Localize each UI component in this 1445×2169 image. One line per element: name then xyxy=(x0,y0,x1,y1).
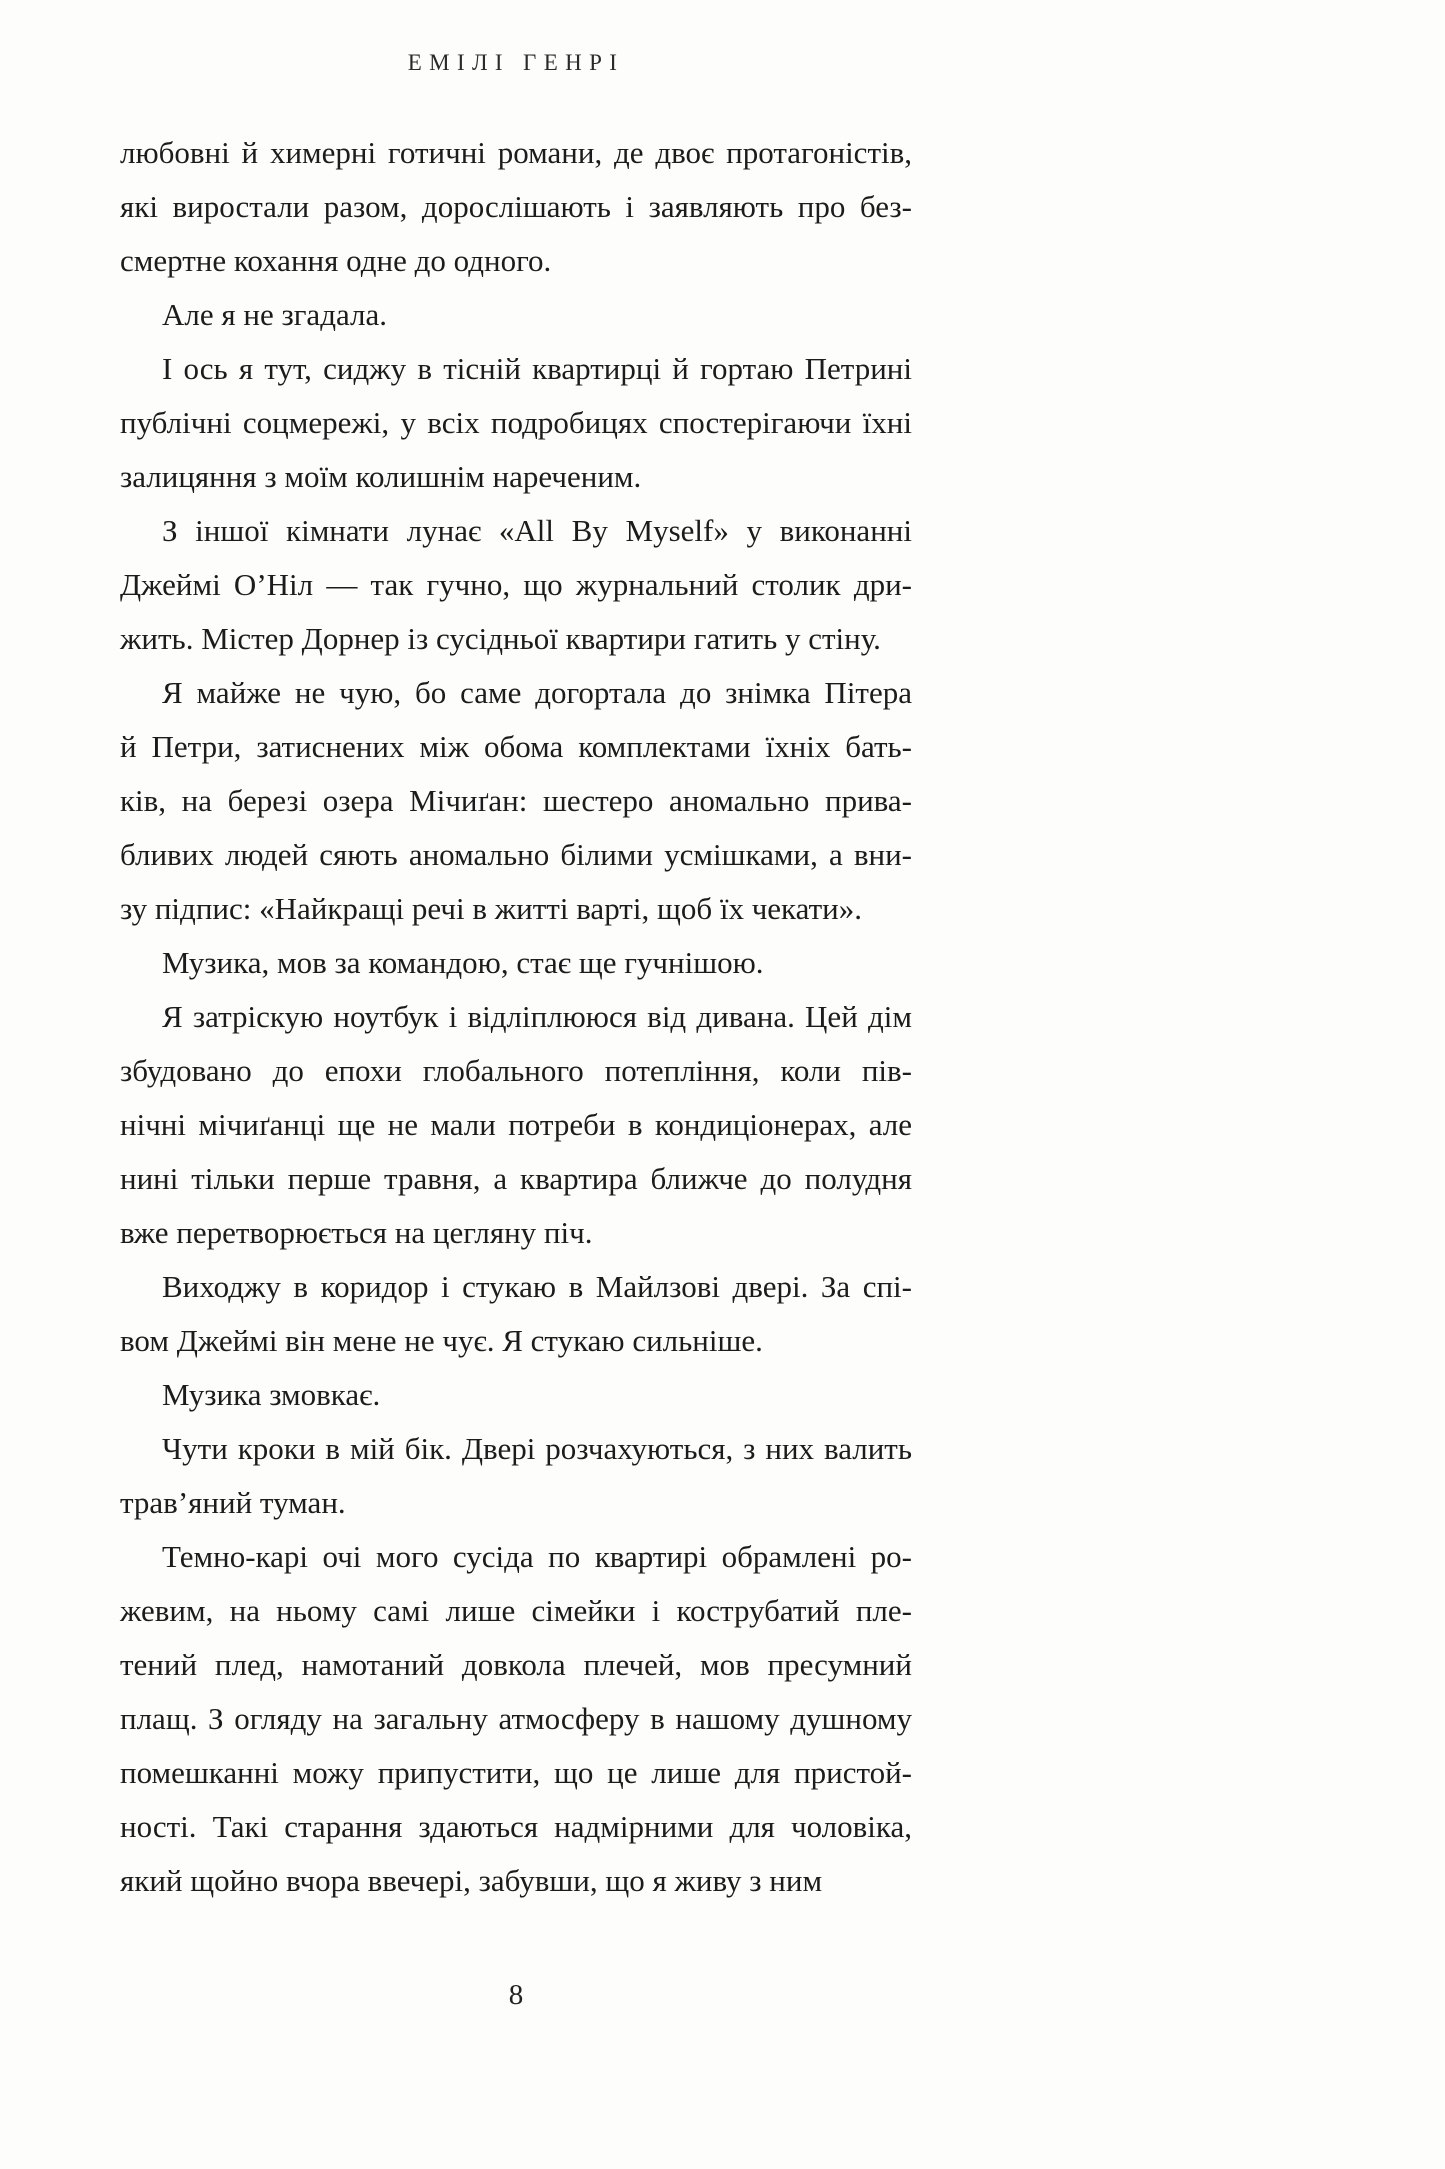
text-line: З іншої кімнати лунає «All By Myself» у виконанні xyxy=(162,513,912,548)
text-line: публічні соцмережі, у всіх подробицях спостерігаючи їхні xyxy=(120,405,912,440)
text-line: тений плед, намотаний довкола плечей, мов пресумний xyxy=(120,1647,912,1682)
paragraph xyxy=(120,342,912,504)
text-line: Але я не згадала. xyxy=(162,297,387,332)
text-line: зу підпис: «Найкращі речі в житті варті, щоб їх чекати». xyxy=(120,891,862,926)
text-line: який щойно вчора ввечері, забувши, що я живу з ним xyxy=(120,1863,823,1898)
text-line: Я затріскую ноутбук і відліплююся від дивана. Цей дім xyxy=(162,999,912,1034)
text-line: нічні мічиґанці ще не мали потреби в кондиціонерах, але xyxy=(120,1107,912,1142)
text-line: залицяння з моїм колишнім нареченим. xyxy=(120,459,642,494)
text-line: І ось я тут, сиджу в тісній квартирці й гортаю Петрині xyxy=(162,351,912,386)
text-line: збудовано до епохи глобального потепління, коли пів- xyxy=(120,1053,912,1088)
paragraph xyxy=(120,1260,912,1368)
text-line: плащ. З огляду на загальну атмосферу в нашому душному xyxy=(120,1701,912,1736)
text-line: помешканні можу припустити, що це лише для пристой- xyxy=(120,1755,912,1790)
text-line: жить. Містер Дорнер із сусідньої квартири гатить у стіну. xyxy=(120,621,881,656)
text-line: смертне кохання одне до одного. xyxy=(120,243,552,278)
text-line: трав’яний туман. xyxy=(120,1485,346,1520)
text-line: Музика змовкає. xyxy=(162,1377,381,1412)
text-line: вже перетворюється на цегляну піч. xyxy=(120,1215,593,1250)
text-line: Музика, мов за командою, стає ще гучнішою. xyxy=(162,945,764,980)
text-line: жевим, на ньому самі лише сімейки і кострубатий пле- xyxy=(120,1593,912,1628)
text-line: які виростали разом, дорослішають і заявляють про без- xyxy=(120,189,912,224)
text-line: нині тільки перше травня, а квартира ближче до полудня xyxy=(120,1161,912,1196)
text-line: Темно-карі очі мого сусіда по квартирі обрамлені ро- xyxy=(162,1539,912,1574)
text-line: любовні й химерні готичні романи, де двоє протагоністів, xyxy=(120,135,912,170)
text-line: Виходжу в коридор і стукаю в Майлзові двері. За спі- xyxy=(162,1269,912,1304)
text-line: й Петри, затиснених між обома комплектами їхніх бать- xyxy=(120,729,912,764)
paragraph xyxy=(120,288,912,342)
paragraph xyxy=(120,504,912,666)
paragraph xyxy=(120,1422,912,1530)
text-line: бливих людей сяють аномально білими усмішками, а вни- xyxy=(120,837,912,872)
text-line: вом Джеймі він мене не чує. Я стукаю сильніше. xyxy=(120,1323,763,1358)
running-header-author: ЕМІЛІ ГЕНРІ xyxy=(407,50,625,75)
page-body xyxy=(120,126,912,1908)
text-line: Чути кроки в мій бік. Двері розчахуються, з них валить xyxy=(162,1431,912,1466)
paragraph xyxy=(120,936,912,990)
text-line: ності. Такі старання здаються надмірними для чоловіка, xyxy=(120,1809,912,1844)
text-line: Джеймі О’Ніл — так гучно, що журнальний столик дри- xyxy=(120,567,912,602)
paragraph xyxy=(120,666,912,936)
paragraph xyxy=(120,990,912,1260)
paragraph xyxy=(120,1368,912,1422)
paragraph xyxy=(120,126,912,288)
paragraph xyxy=(120,1530,912,1908)
text-line: ків, на березі озера Мічиґан: шестеро аномально прива- xyxy=(120,783,912,818)
page-number: 8 xyxy=(508,1979,524,2011)
text-line: Я майже не чую, бо саме догортала до знімка Пітера xyxy=(162,675,912,710)
